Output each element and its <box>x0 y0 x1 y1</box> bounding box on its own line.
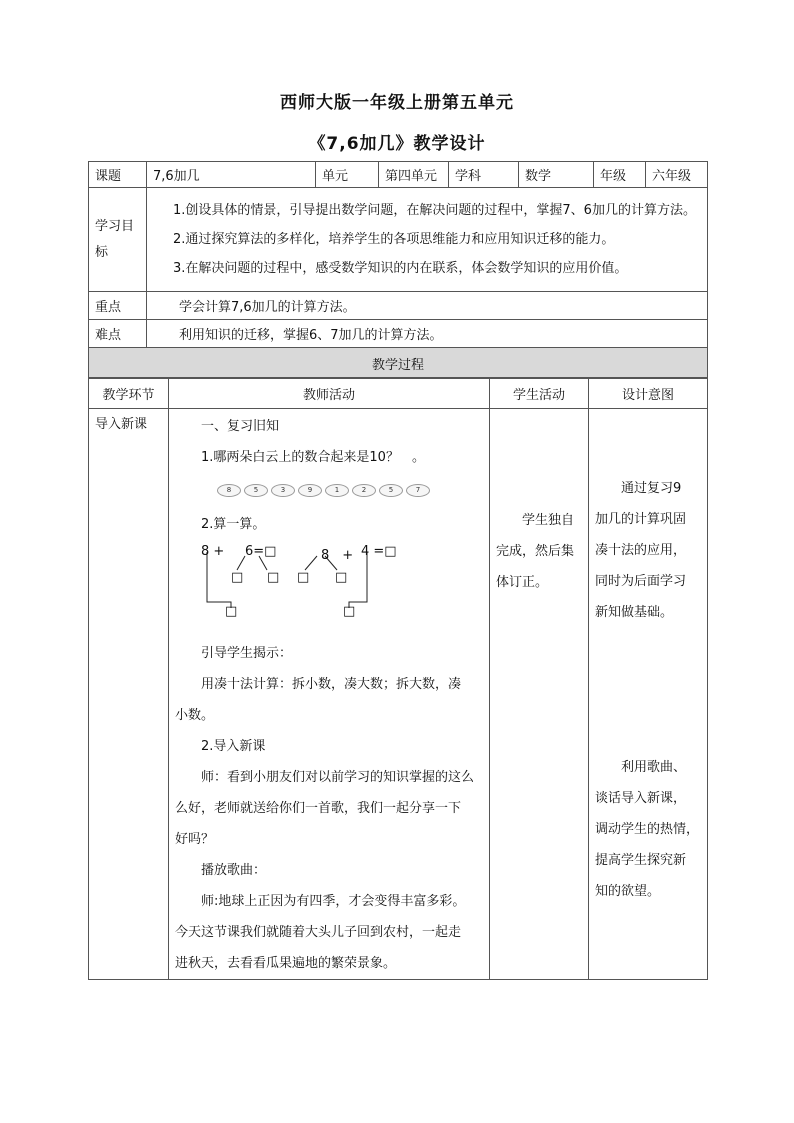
equation-2-left: 8 + <box>321 548 354 563</box>
topic-value: 7,6加几 <box>147 162 316 188</box>
grade-value: 六年级 <box>646 162 708 188</box>
cloud-number: 7 <box>406 484 430 497</box>
header-student: 学生活动 <box>490 378 589 409</box>
intent-1-line-3: 凑十法的应用， <box>595 543 687 558</box>
answer-box: □ <box>343 604 356 619</box>
story-line-3: 进秋天，去看看瓜果遍地的繁荣景象。 <box>175 956 397 971</box>
answer-box: □ <box>225 604 238 619</box>
goal-item: 3.在解决问题的过程中，感受数学知识的内在联系，体会数学知识的应用价值。 <box>173 261 628 276</box>
lesson-info-table <box>88 161 708 379</box>
talk-line-2: 么好，老师就送给你们一首歌，我们一起分享一下 <box>175 801 462 816</box>
student-activity <box>490 409 589 980</box>
student-line-1: 学生独自 <box>522 513 575 528</box>
difficulty-label: 难点 <box>89 320 147 348</box>
topic-label: 课题 <box>89 162 147 188</box>
intent-2-line-3: 调动学生的热情， <box>595 822 700 837</box>
talk-line-3: 好吗？ <box>175 832 215 847</box>
header-intent: 设计意图 <box>589 378 708 409</box>
design-intent <box>589 409 708 980</box>
goals-label: 学习目标 <box>89 188 147 292</box>
intent-2-line-1: 利用歌曲、 <box>621 760 687 775</box>
intent-1-line-5: 新知做基础。 <box>595 605 674 620</box>
key-point-label: 重点 <box>89 292 147 320</box>
cloud-number: 9 <box>298 484 322 497</box>
intent-1-line-2: 加几的计算巩固 <box>595 512 687 527</box>
header-stage: 教学环节 <box>89 378 169 409</box>
cloud-number: 2 <box>352 484 376 497</box>
intent-1-line-1: 通过复习9 <box>621 481 682 496</box>
question-2: 2.算一算。 <box>201 517 266 532</box>
method-line-2: 小数。 <box>175 708 215 723</box>
process-table <box>88 377 708 980</box>
teacher-activity <box>169 409 490 980</box>
lesson-title: 《7,6加几》教学设计 <box>308 134 486 154</box>
stage-cell: 导入新课 <box>89 409 169 980</box>
key-point-value: 学会计算7,6加几的计算方法。 <box>147 292 708 320</box>
guide-text: 引导学生揭示： <box>201 646 293 661</box>
difficulty-value: 利用知识的迁移，掌握6、7加几的计算方法。 <box>147 320 708 348</box>
student-line-3: 体订正。 <box>496 575 549 590</box>
grade-label: 年级 <box>594 162 646 188</box>
intro-title: 2.导入新课 <box>201 739 266 754</box>
equation-1-right: 6=□ <box>245 544 277 559</box>
method-line-1: 用凑十法计算：拆小数，凑大数；拆大数，凑 <box>201 677 462 692</box>
process-title: 教学过程 <box>89 348 708 379</box>
cloud-number: 8 <box>217 484 241 497</box>
question-1: 1.哪两朵白云上的数合起来是10？ 。 <box>201 450 425 465</box>
story-line-1: 师:地球上正因为有四季，才会变得丰富多彩。 <box>201 894 466 909</box>
header-teacher: 教师活动 <box>169 378 490 409</box>
document-title: 西师大版一年级上册第五单元 <box>280 93 514 113</box>
subject-value: 数学 <box>519 162 594 188</box>
cloud-number: 5 <box>244 484 268 497</box>
talk-line-1: 师：看到小朋友们对以前学习的知识掌握的这么 <box>201 770 475 785</box>
intent-1-line-4: 同时为后面学习 <box>595 574 687 589</box>
subject-label: 学科 <box>449 162 519 188</box>
cloud-numbers <box>217 481 483 497</box>
answer-box: □ <box>335 570 348 585</box>
review-title: 一、复习旧知 <box>201 419 280 434</box>
song-text: 播放歌曲： <box>201 863 267 878</box>
unit-label: 单元 <box>316 162 379 188</box>
intent-2-line-5: 知的欲望。 <box>595 884 661 899</box>
answer-box: □ <box>297 570 310 585</box>
make-ten-diagram <box>175 544 483 624</box>
equation-2-right: 4 =□ <box>361 544 397 559</box>
goal-item: 2.通过探究算法的多样化，培养学生的各项思维能力和应用知识迁移的能力。 <box>173 232 615 247</box>
cloud-number: 1 <box>325 484 349 497</box>
cloud-number: 3 <box>271 484 295 497</box>
answer-box: □ <box>231 570 244 585</box>
student-line-2: 完成，然后集 <box>496 544 575 559</box>
goals-list <box>147 188 708 292</box>
story-line-2: 今天这节课我们就随着大头儿子回到农村，一起走 <box>175 925 462 940</box>
equation-1-left: 8 + <box>201 544 225 559</box>
goal-item: 1.创设具体的情景，引导提出数学问题，在解决问题的过程中，掌握7、6加几的计算方法。 <box>173 203 696 218</box>
intent-2-line-2: 谈话导入新课， <box>595 791 687 806</box>
cloud-number: 5 <box>379 484 403 497</box>
unit-value: 第四单元 <box>379 162 449 188</box>
answer-box: □ <box>267 570 280 585</box>
intent-2-line-4: 提高学生探究新 <box>595 853 687 868</box>
